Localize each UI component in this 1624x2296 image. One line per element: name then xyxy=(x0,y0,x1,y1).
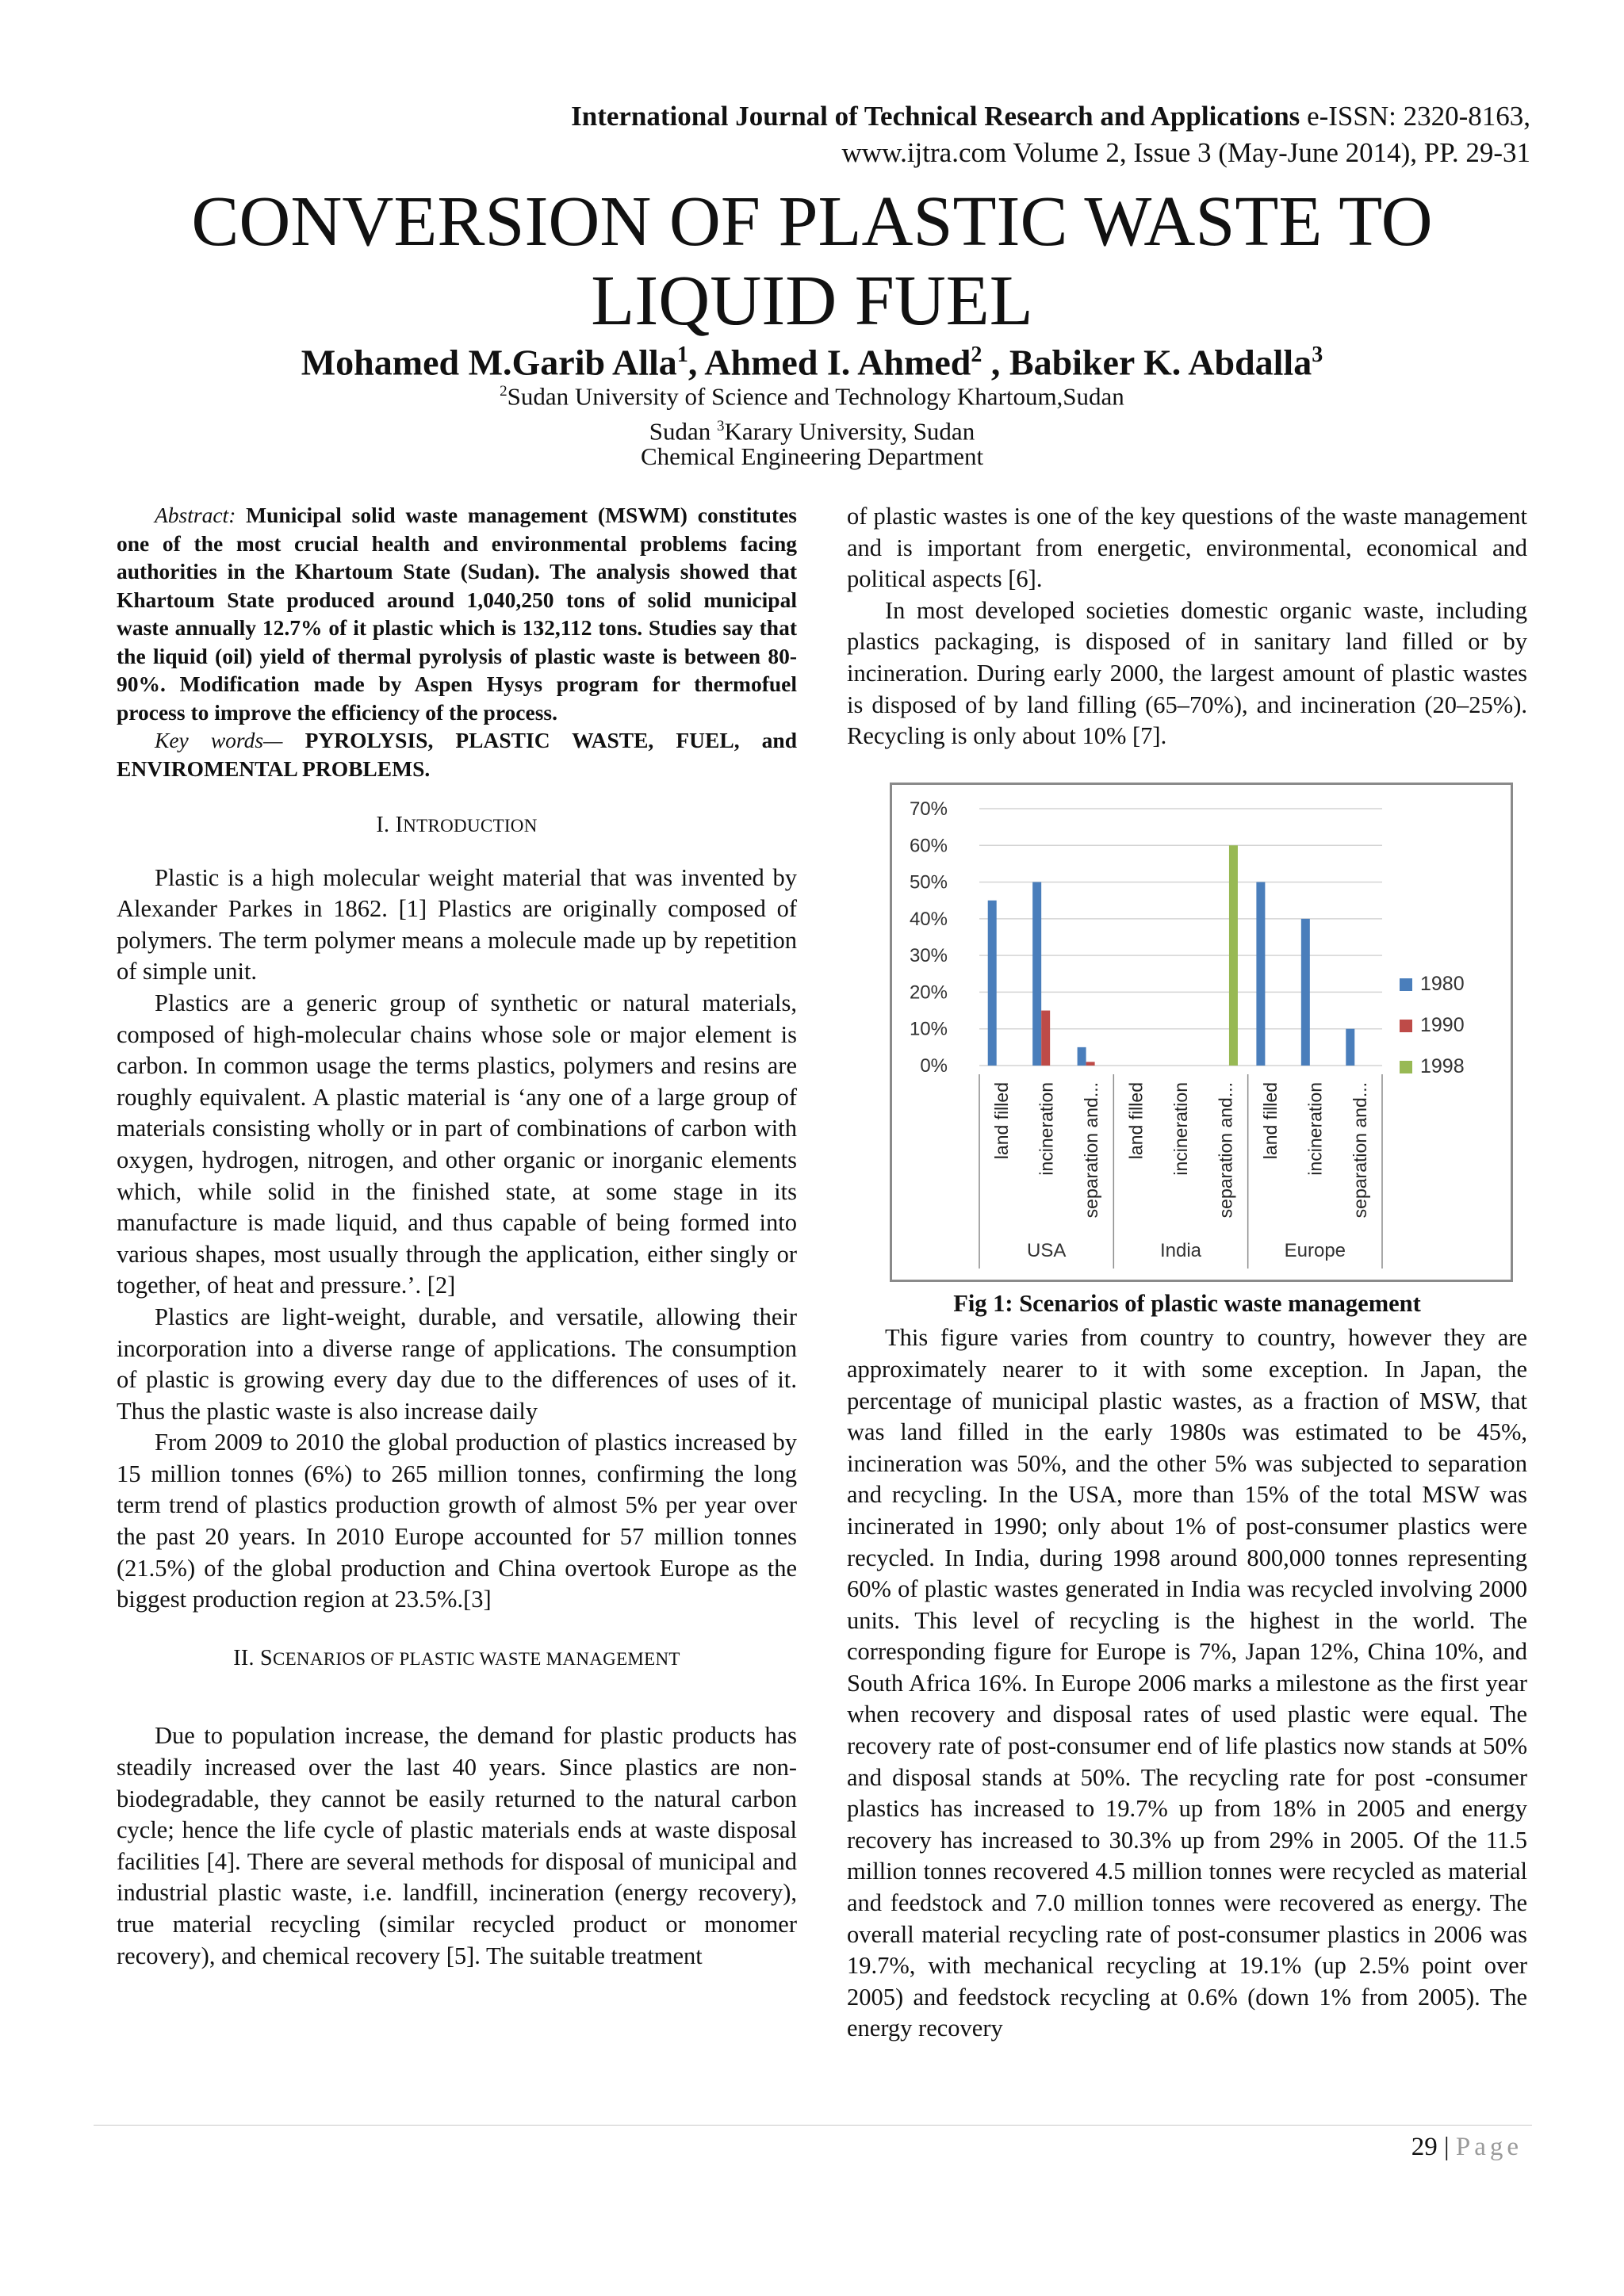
abstract xyxy=(117,501,797,726)
affiliation-text: Karary University, Sudan xyxy=(724,417,975,446)
affiliation-text: Sudan University of Science and Technology Khartoum,Sudan xyxy=(507,382,1124,411)
abstract-label: Abstract: xyxy=(155,503,236,527)
journal-header xyxy=(444,98,1530,171)
journal-name: International Journal of Technical Research and Applications xyxy=(571,101,1300,132)
bar-1980-9 xyxy=(1346,1028,1354,1065)
y-tick-label: 50% xyxy=(909,871,948,894)
y-tick-label: 30% xyxy=(909,944,948,966)
y-tick-label: 0% xyxy=(920,1054,948,1077)
bar-1980-3 xyxy=(1078,1047,1086,1066)
affiliation-line-3: Chemical Engineering Department xyxy=(640,442,984,470)
bar-chart xyxy=(892,785,1511,1280)
figure-1-chart xyxy=(890,783,1513,1282)
paragraph: Plastics are light-weight, durable, and versatile, allowing their incorporation into a diverse range of applications. The consumption of plastic is growing every day due to the differences of uses of it. Thus the plastic waste is also increase daily xyxy=(117,1303,797,1425)
affiliation-text: Sudan xyxy=(649,417,718,446)
page-number-separator: | xyxy=(1437,2133,1456,2161)
section-heading-introduction xyxy=(117,809,797,842)
x-category-label: incineration xyxy=(1170,1081,1191,1176)
bar-1980-8 xyxy=(1301,919,1310,1066)
bar-1980-7 xyxy=(1256,882,1265,1065)
x-group-label: Europe xyxy=(1284,1239,1346,1261)
page-label: Page xyxy=(1455,2133,1522,2161)
section-title: NTRODUCTION xyxy=(403,816,538,836)
author-affiliation-mark: 1 xyxy=(676,342,688,367)
keywords xyxy=(117,726,797,783)
bar-1980-1 xyxy=(988,900,997,1065)
page-number-value: 29 xyxy=(1411,2133,1438,2161)
bar-1990-3 xyxy=(1086,1062,1095,1066)
author-separator: , xyxy=(982,342,1009,383)
figure-caption: Fig 1: Scenarios of plastic waste management xyxy=(953,1289,1421,1317)
author-affiliation-mark: 2 xyxy=(971,342,982,367)
keywords-text: PYROLYSIS, PLASTIC WASTE, FUEL, and ENVIROMENTAL PROBLEMS. xyxy=(117,728,797,781)
author-name: Ahmed I. Ahmed xyxy=(704,342,971,383)
section-numeral: I. I xyxy=(376,813,404,837)
paragraph: From 2009 to 2010 the global production of plastics increased by 15 million tonnes (6%) to 265 million tonnes, confirming the long term trend of plastics production growth of almost 5% per year over the past 20 years. In 2010 Europe accounted for 57 million tonnes (21.5%) of the global production and China overtook Europe as the biggest production region at 23.5%.[3] xyxy=(117,1429,797,1613)
section-numeral: II. S xyxy=(233,1645,273,1670)
section-heading-scenarios xyxy=(117,1643,797,1675)
section-title: CENARIOS OF PLASTIC WASTE MANAGEMENT xyxy=(272,1648,680,1669)
legend-swatch xyxy=(1400,1020,1412,1032)
paragraph: Plastic is a high molecular weight material that was invented by Alexander Parkes in 1862. [1] Plastics are originally composed of polymers. The term polymer means a molecule made up by repetition of simple unit. xyxy=(117,863,797,985)
x-category-label: land filled xyxy=(1259,1081,1281,1159)
legend-swatch xyxy=(1400,978,1412,991)
y-tick-label: 60% xyxy=(909,835,948,857)
author-affiliation-mark: 3 xyxy=(1312,342,1323,367)
y-tick-label: 40% xyxy=(909,908,948,930)
legend-label: 1998 xyxy=(1420,1054,1465,1077)
bar-1998-6 xyxy=(1229,845,1238,1066)
paragraph: This figure varies from country to country, however they are approximately nearer to it with some exception. In Japan, the percentage of municipal plastic wastes, as a fraction of MSW, that was land filled in the early 1980s was estimated to be 45%, incineration was 50%, and the other 5% was subjected to separation and recycling. In the USA, more than 15% of the total MSW was incinerated in 1990; only about 1% of post-consumer plastics were recycled. In India, during 1998 around 800,000 tonnes representing 60% of plastic wastes generated in India was recycled involving 2000 units. This level of recycling is the highest in the world. The corresponding figure for Europe is 7%, Japan 12%, China 10%, and South Africa 16%. In Europe 2006 marks a milestone as the first year when recovery and disposal rates of used plastic were equal. The recovery rate of post-consumer end of life plastics now stands at 50% and disposal stands at 50%. The recycling rate for post -consumer plastics has increased to 19.7% up from 18% in 2005 and energy recovery has increased to 30.3% up from 29% in 2005. Of the 11.5 million tonnes recovered 4.5 million tonnes were recycled as material and feedstock and 7.0 million tonnes were recovered as energy. The overall material recycling rate of post-consumer plastics in 2006 was 19.7%, with mechanical recycling at 19.1% (up 2.5% point over 2005) and feedstock recycling at 0.6% (down 1% from 2005). The energy recovery xyxy=(847,1324,1527,2042)
keywords-label: Key words— xyxy=(155,728,283,752)
x-category-label: separation and... xyxy=(1215,1081,1236,1219)
author-name: Mohamed M.Garib Alla xyxy=(301,342,677,383)
paper-title: CONVERSION OF PLASTIC WASTE TO LIQUID FUEL xyxy=(191,182,1433,340)
footer-divider xyxy=(94,2125,1532,2126)
journal-issn: e-ISSN: 2320-8163, xyxy=(1307,101,1530,132)
journal-header-line1 xyxy=(444,98,1530,135)
x-category-label: separation and... xyxy=(1349,1081,1370,1219)
affiliation-mark: 2 xyxy=(500,383,508,400)
abstract-text: Municipal solid waste management (MSWM) constitutes one of the most crucial health and environmental problems facing authorities in the Khartoum State (Sudan). The analysis showed that Khartoum State produced around 1,040,250 tons of solid municipal waste annually 12.7% of it plastic which is 132,112 tons. Studies say that the liquid (oil) yield of thermal pyrolysis of plastic waste is between 80-90%. Modification made by Aspen Hysys program for thermofuel process to improve the efficiency of the process. xyxy=(117,503,798,725)
x-category-label: incineration xyxy=(1036,1081,1057,1176)
y-tick-label: 10% xyxy=(909,1018,948,1040)
page-number xyxy=(1348,2133,1522,2162)
y-tick-label: 70% xyxy=(909,798,948,820)
y-tick-label: 20% xyxy=(909,982,948,1004)
x-category-label: land filled xyxy=(991,1081,1013,1159)
paragraph: Plastics are a generic group of synthetic or natural materials, composed of high-molecular chains whose sole or major element is carbon. In common usage the terms plastics, polymers and resins are roughly equivalent. A plastic material is ‘any one of a large group of materials consisting wholly or in part of combinations of carbon with oxygen, hydrogen, nitrogen, and other organic or inorganic elements which, while solid in the finished state, at some stage in its manufacture is made liquid, and thus capable of being formed into various shapes, most usually through the application, either singly or together, of heat and pressure.’. [2] xyxy=(117,989,797,1299)
x-category-label: land filled xyxy=(1125,1081,1147,1159)
journal-header-line2: www.ijtra.com Volume 2, Issue 3 (May-June 2014), PP. 29-31 xyxy=(841,137,1530,168)
x-category-label: incineration xyxy=(1304,1081,1326,1176)
legend-swatch xyxy=(1400,1061,1412,1073)
affiliation-line-1 xyxy=(79,376,1545,412)
legend-label: 1990 xyxy=(1420,1013,1465,1036)
right-column xyxy=(847,501,1527,2045)
bar-1990-2 xyxy=(1041,1010,1050,1065)
paragraph: of plastic wastes is one of the key questions of the waste management and is important from energetic, environmental, economical and political aspects [6]. xyxy=(847,503,1527,593)
author-name: Babiker K. Abdalla xyxy=(1009,342,1312,383)
left-column xyxy=(117,501,797,1972)
bar-1980-2 xyxy=(1032,882,1041,1065)
paragraph: Due to population increase, the demand for plastic products has steadily increased over the last 40 years. Since plastics are non-biodegradable, they cannot be easily returned to the natural carbon cycle; hence the life cycle of plastic materials ends at waste disposal facilities [4]. There are several methods for disposal of municipal and industrial plastic waste, i.e. landfill, incineration (energy recovery), true material recycling (similar recycled product or monomer recovery), and chemical recovery [5]. The suitable treatment xyxy=(117,1722,797,1969)
paragraph: In most developed societies domestic organic waste, including plastics packaging, is disposed of in sanitary land filled or by incineration. During early 2000, the largest amount of plastic wastes is disposed of by land filling (65–70%), and incineration (20–25%). Recycling is only about 10% [7]. xyxy=(847,596,1527,750)
x-group-label: USA xyxy=(1026,1239,1067,1261)
author-separator: , xyxy=(688,342,705,383)
legend-label: 1980 xyxy=(1420,972,1465,995)
x-group-label: India xyxy=(1159,1239,1202,1261)
x-category-label: separation and... xyxy=(1081,1081,1102,1219)
affiliation-mark: 3 xyxy=(717,418,725,434)
